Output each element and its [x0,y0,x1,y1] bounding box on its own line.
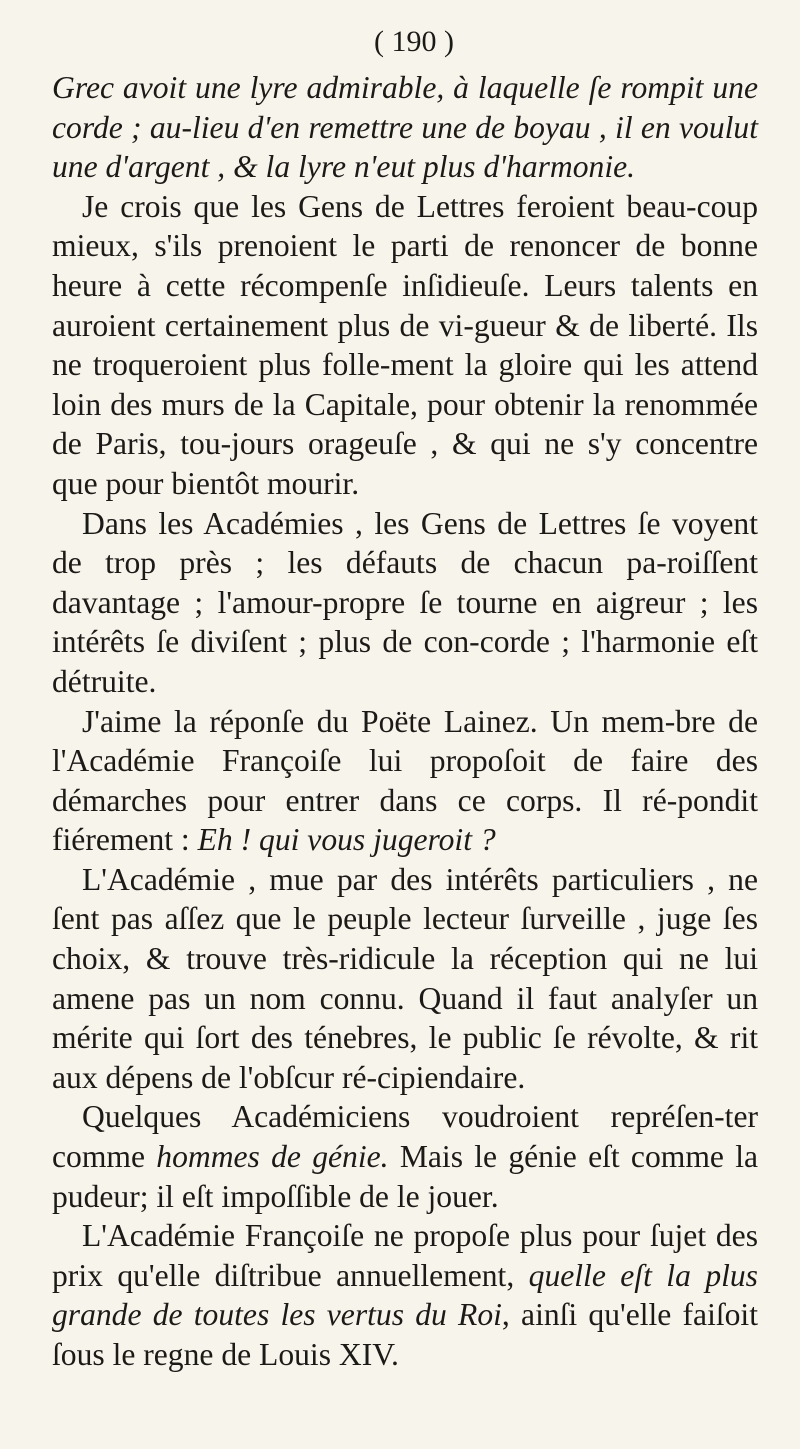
paragraph [52,504,758,702]
text-run: Mais le génie eſt comme la pudeur; il eſt impoſſible de le jouer. [52,1139,758,1214]
page-number: ( 190 ) [374,25,454,58]
paragraph [52,187,758,504]
text-run: Quelques Académiciens voudroient repréſen-ter comme [52,1099,758,1175]
paragraph [52,702,758,860]
paragraph [52,1216,758,1374]
paragraph [52,68,758,187]
text-run: Je crois que les Gens de Lettres feroient beau-coup mieux, s'ils prenoient le parti de renoncer de bonne heure à cette récompenſe inſidieuſe. Leurs talents en auroient certainement plus de vi-gueur & de liberté. Ils ne troqueroient plus folle-ment la gloire qui les attend loin des murs de la Capitale, pour obtenir la renommée de Paris, tou-jours orageuſe , & qui ne s'y concentre que pour bientôt mourir. [52,188,758,501]
text-run: , ainſi qu'elle faiſoit ſous le regne de Louis XIV. [52,1297,758,1372]
paragraph [52,860,758,1098]
italic-text: Eh ! qui vous jugeroit ? [197,822,496,858]
italic-text: quelle eſt la plus grande de toutes les vertus du Roi [52,1257,758,1333]
text-run: L'Académie Françoiſe ne propoſe plus pour ſujet des prix qu'elle diſtribue annuellement, [52,1218,758,1293]
italic-text: Grec avoit une lyre admirable, à laquelle ſe rompit une corde ; au-lieu d'en remettre une de boyau , il en voulut une d'argent , & la lyre n'eut plus d'harmonie. [52,70,758,185]
text-body [52,68,758,1375]
paragraph [52,1097,758,1216]
text-run: Dans les Académies , les Gens de Lettres ſe voyent de trop près ; les défauts de chacun pa-roiſſent davantage ; l'amour-propre ſe tourne en aigreur ; les intérêts ſe diviſent ; plus de con-corde ; l'harmonie eſt détruite. [52,505,758,699]
text-run: L'Académie , mue par des intérêts particuliers , ne ſent pas aſſez que le peuple lecteur ſurveille , juge ſes choix, & trouve très-ridicule la réception qui ne lui amene pas un nom connu. Quand il faut analyſer un mérite qui ſort des ténebres, le public ſe révolte, & rit aux dépens de l'obſcur ré-cipiendaire. [52,861,758,1095]
text-run: J'aime la réponſe du Poëte Lainez. Un mem-bre de l'Académie Françoiſe lui propoſoit de faire des démarches pour entrer dans ce corps. Il ré-pondit fiérement : [52,703,758,858]
italic-text: hommes de génie. [156,1139,389,1175]
